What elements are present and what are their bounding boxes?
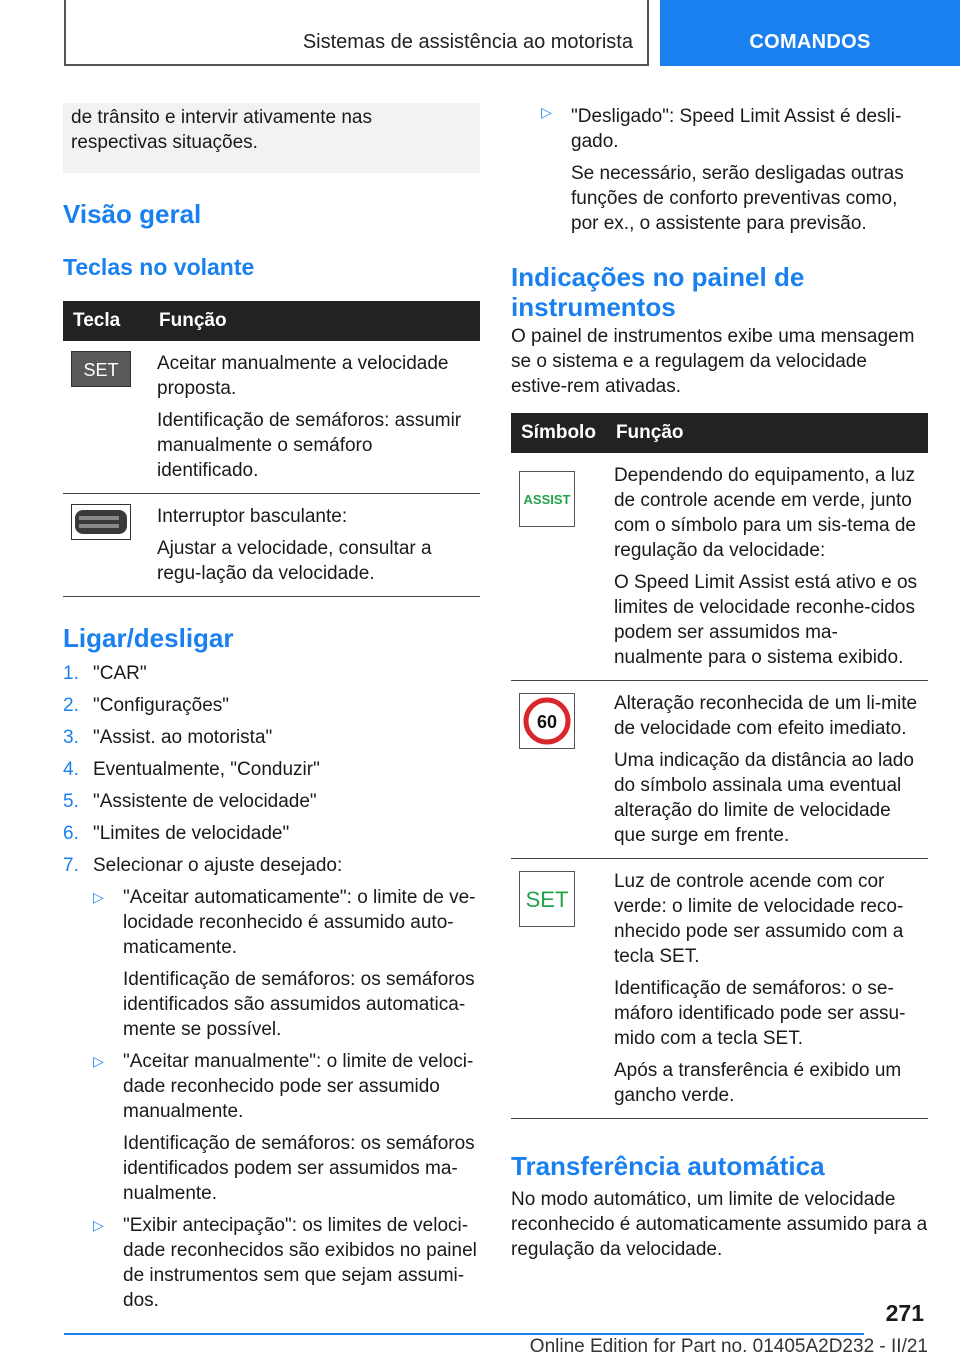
row-text: Ajustar a velocidade, consultar a regu-lação da velocidade. xyxy=(157,538,432,584)
col-header-key: Tecla xyxy=(63,301,149,341)
row-text: Aceitar manualmente a velocidade proposta. xyxy=(157,353,449,399)
table-row: ASSIST Dependendo do equipamento, a luz de controle acende em verde, junto com o símbolo para um sis-tema de regulação da velocidade: O Speed Limit Assist está ativo e os limites de velocidade reconhe-cidos podem ser assumidos ma-nualmente para o sistema exibido. xyxy=(511,453,928,681)
option-item: ▷ "Aceitar manualmente": o limite de veloci-dade reconhecido pode ser assumido manualmente. Identificação de semáforos: os semáforos identificados podem ser assumidos ma-nualmente. xyxy=(93,1051,475,1204)
keys-table xyxy=(63,301,480,597)
footer-divider xyxy=(64,1333,864,1335)
set-indicator-icon xyxy=(519,871,575,927)
option-item: ▷ "Desligado": Speed Limit Assist é desli-gado. Se necessário, serão desligadas outras funções de conforto preventivas como, por ex., o assistente para previsão. xyxy=(541,104,904,234)
list-item: 7. Selecionar o ajuste desejado: ▷ "Aceitar automaticamente": o limite de ve-locidade reconhecido é assumido auto-maticamente. Identificação de semáforos: os semáforos identificados são assumidos automatica-mente se possível. ▷ "Aceitar manualmente": o limite de veloci-dade reconhecido pode ser assumido manualmente. Identificação de semáforos: os semáforos identificados podem ser assumidos ma-nualmente. ▷ "Exibir antecipação": os limites de veloci-dade reconhecidos são exibidos no painel de instrumentos sem que sejam assumi-dos. xyxy=(63,853,480,1313)
col-header-function: Função xyxy=(606,413,928,453)
triangle-bullet-icon: ▷ xyxy=(93,1217,104,1233)
right-column xyxy=(511,100,928,1262)
list-item: 5. "Assistente de velocidade" xyxy=(63,791,317,812)
list-item: 3. "Assist. ao motorista" xyxy=(63,727,273,748)
cluster-text: O painel de instrumentos exibe uma mensagem se o sistema e a regulagem da velocidade estive-rem ativadas. xyxy=(511,326,915,397)
list-item: 6. "Limites de velocidade" xyxy=(63,823,290,844)
header-tab-comandos[interactable]: COMANDOS xyxy=(660,0,960,66)
transfer-heading: Transferência automática xyxy=(511,1151,825,1181)
triangle-bullet-icon: ▷ xyxy=(93,1053,104,1069)
overview-heading: Visão geral xyxy=(63,199,202,229)
table-row: SET Luz de controle acende com cor verde: o limite de velocidade reco-nhecido pode ser assumido com a tecla SET. Identificação de semáforos: o se-máforo identificado pode ser assu-mido com a tecla SET. Após a transferência é exibido um gancho verde. xyxy=(511,859,928,1119)
left-column xyxy=(63,103,480,1320)
col-header-function: Função xyxy=(149,301,480,341)
row-text: Interruptor basculante: xyxy=(157,506,348,527)
intro-box xyxy=(63,103,480,173)
wheel-keys-heading: Teclas no volante xyxy=(63,254,255,280)
intro-text: de trânsito e intervir ativamente nas respectivas situações. xyxy=(71,107,372,153)
svg-text:ASSIST: ASSIST xyxy=(523,492,571,507)
onoff-heading: Ligar/desligar xyxy=(63,623,234,653)
steps-list xyxy=(63,661,480,1313)
svg-text:SET: SET xyxy=(83,360,119,380)
list-item: 2. "Configurações" xyxy=(63,695,230,716)
triangle-bullet-icon: ▷ xyxy=(93,889,104,905)
col-header-symbol: Símbolo xyxy=(511,413,606,453)
option-item: ▷ "Aceitar automaticamente": o limite de ve-locidade reconhecido é assumido auto-maticamente. Identificação de semáforos: os semáforos identificados são assumidos automatica-mente se possível. xyxy=(93,887,476,1040)
list-item: 4. Eventualmente, "Conduzir" xyxy=(63,759,320,780)
symbols-table xyxy=(511,413,928,1119)
option-item: ▷ "Exibir antecipação": os limites de veloci-dade reconhecidos são exibidos no painel de instrumentos sem que sejam assumi-dos. xyxy=(93,1215,477,1311)
svg-text:SET: SET xyxy=(525,887,569,912)
transfer-text: No modo automático, um limite de velocidade reconhecido é automaticamente assumido para a regulação da velocidade. xyxy=(511,1189,928,1260)
triangle-bullet-icon: ▷ xyxy=(541,104,552,120)
list-item: 1. "CAR" xyxy=(63,663,147,684)
speed-limit-60-icon xyxy=(519,693,575,749)
row-text: Identificação de semáforos: assumir manualmente o semáforo identificado. xyxy=(157,410,462,481)
footer-edition: Online Edition for Part no. 01405A2D232 - II/21 xyxy=(529,1336,928,1357)
header-section-title: Sistemas de assistência ao motorista xyxy=(64,0,649,66)
table-row xyxy=(63,341,480,494)
cluster-heading: Indicações no painel de instrumentos xyxy=(511,262,805,322)
assist-indicator-icon xyxy=(519,471,575,527)
table-row xyxy=(63,494,480,597)
set-key-icon xyxy=(71,351,131,387)
rocker-switch-icon xyxy=(71,504,131,540)
page-number: 271 xyxy=(885,1300,924,1326)
table-row: 60 Alteração reconhecida de um li-mite de velocidade com efeito imediato. Uma indicação da distância ao lado do símbolo assinala uma eventual alteração do limite de velocidade que surge em frente. xyxy=(511,681,928,859)
svg-text:60: 60 xyxy=(536,712,558,732)
